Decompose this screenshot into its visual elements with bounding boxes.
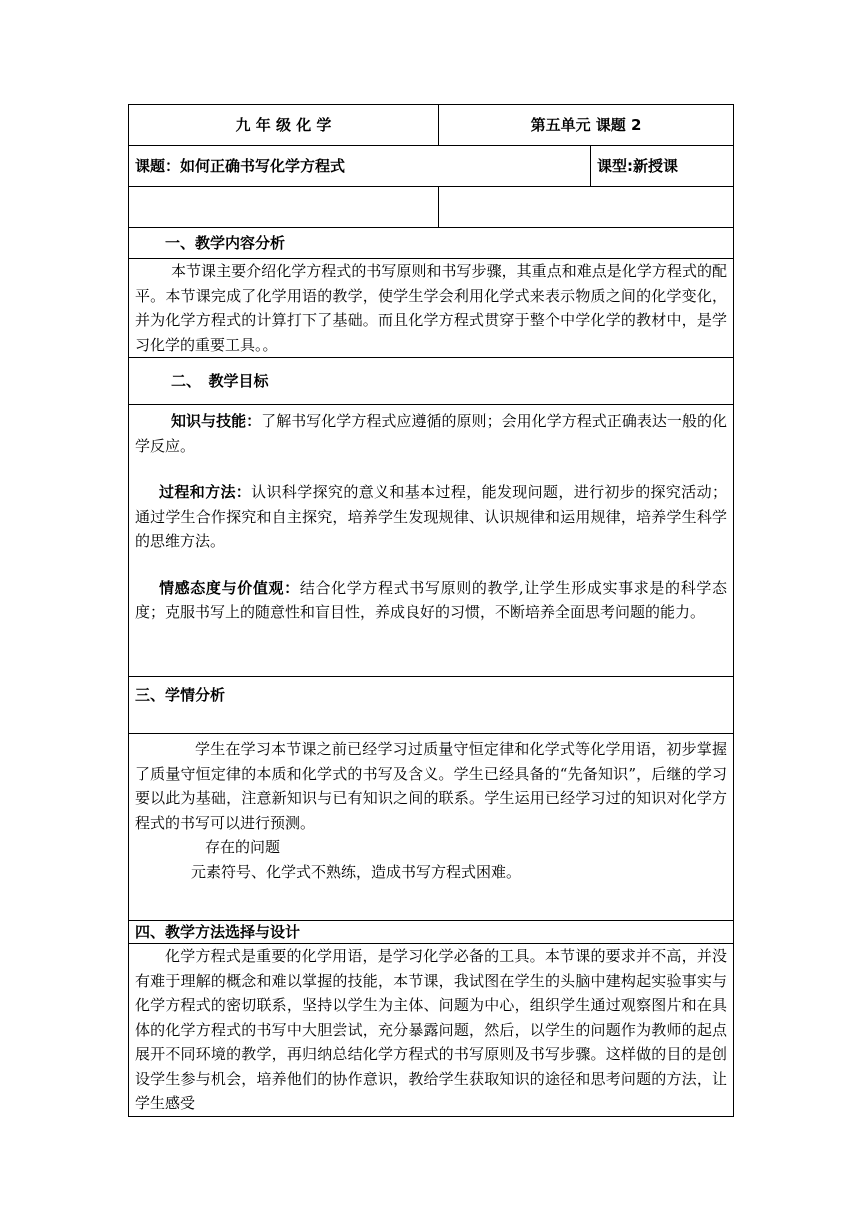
empty-cell-left <box>129 187 439 228</box>
section4-body: 化学方程式是重要的化学用语，是学习化学必备的工具。本节课的要求并不高，并没有难于理解的概念和难以掌握的技能，本节课，我试图在学生的头脑中建构起实验事实与化学方程式的密切联系，坚持以学生为主体、问题为中心，组织学生通过观察图片和在具体的化学方程式的书写中大胆尝试，充分暴露问题，然后，以学生的问题作为教师的起点展开不同环境的教学，再归纳总结化学方程式的书写原则及书写步骤。这样做的目的是创设学生参与机会，培养他们的协作意识，教给学生获取知识的途径和思考问题的方法，让学生感受 <box>135 947 728 1112</box>
section1-body: 本节课主要介绍化学方程式的书写原则和书写步骤，其重点和难点是化学方程式的配平。本节课完成了化学用语的教学，使学生学会利用化学式来表示物质之间的化学变化，并为化学方程式的计算打下了基础。而且化学方程式贯穿于整个中学化学的教材中，是学习化学的重要工具。。 <box>135 262 728 354</box>
unit-cell: 第五单元 课题 2 <box>439 105 734 146</box>
section2-goals-cell <box>129 405 734 677</box>
goal-attitude: 情感态度与价值观：结合化学方程式书写原则的教学,让学生形成实事求是的科学态度；克服书写上的随意性和盲目性，养成良好的习惯，不断培养全面思考问题的能力。 <box>135 578 727 621</box>
section3-heading: 三、学情分析 <box>129 677 734 734</box>
section2-heading: 二、 教学目标 <box>129 358 734 405</box>
section3-body-cell <box>129 734 734 921</box>
section4-heading: 四、教学方法选择与设计 <box>129 921 734 944</box>
section1-body-cell <box>129 259 734 358</box>
lesson-plan-table <box>128 104 734 1117</box>
section3-problem-title: 存在的问题 <box>205 838 281 856</box>
goal-knowledge: 知识与技能：了解书写化学方程式应遵循的原则；会用化学方程式正确表达一般的化学反应。 <box>135 412 727 455</box>
topic-cell: 课题：如何正确书写化学方程式 <box>129 146 591 187</box>
lesson-type-cell: 课型:新授课 <box>591 146 734 187</box>
section1-heading: 一、教学内容分析 <box>129 228 734 259</box>
section3-body: 学生在学习本节课之前已经学习过质量守恒定律和化学式等化学用语，初步掌握了质量守恒定律的本质和化学式的书写及含义。学生已经具备的“先备知识”，后继的学习要以此为基础，注意新知识与已有知识之间的联系。学生运用已经学习过的知识对化学方程式的书写可以进行预测。 <box>135 740 728 832</box>
goal-process: 过程和方法：认识科学探究的意义和基本过程，能发现问题，进行初步的探究活动；通过学生合作探究和自主探究，培养学生发现规律、认识规律和运用规律，培养学生科学的思维方法。 <box>135 483 728 550</box>
section3-problem-text: 元素符号、化学式不熟练，造成书写方程式困难。 <box>191 862 522 881</box>
section4-body-cell <box>129 944 734 1117</box>
grade-cell: 九 年 级 化 学 <box>129 105 439 146</box>
empty-cell-right <box>439 187 734 228</box>
